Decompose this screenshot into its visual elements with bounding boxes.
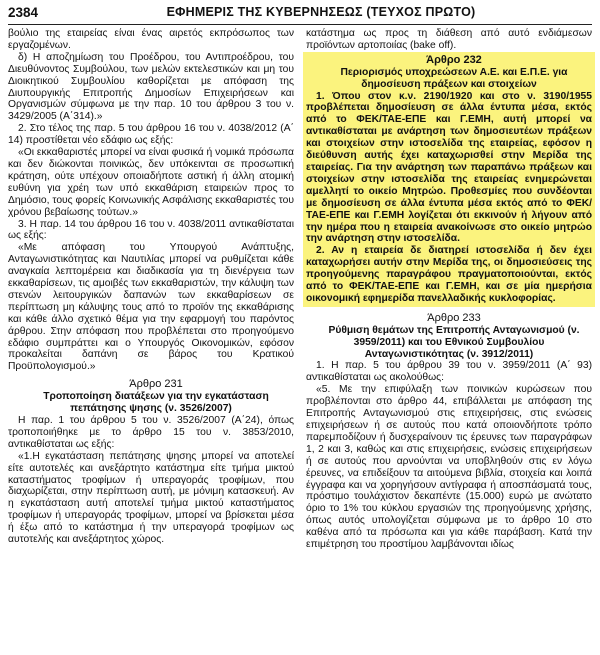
article-number: Άρθρο 233 bbox=[427, 311, 481, 324]
article-232-highlight bbox=[303, 52, 595, 307]
paragraph: «Με απόφαση του Υπουργού Ανάπτυξης, Ανταγωνιστικότητας και Ναυτιλίας μπορεί να ρυθμίζεται κάθε αναγκαία λεπτομέρεια και διαδικασία για τη διενέργεια των εκκαθαρίσεων, τις αμοιβές των εκκαθαριστών, την κάλυψη των στενών λειτουργικών δαπανών των εκκαθαρίσεων σε περίπτωση μη κάλυψης τους από το προϊόν της εκκαθάρισης και κάθε άλλο σχετικό θέμα για την εφαρμογή του παρόντος άρθρου. Στην απόφαση που προβλέπεται στο προηγούμενο εδάφιο συμπράττει και ο Υπουργός Οικονομικών, εφόσον προκαλείται δαπάνη σε βάρος του Κρατικού Προϋπολογισμού.» bbox=[8, 242, 294, 373]
paragraph: 1. Όπου στον κ.ν. 2190/1920 και στο ν. 3190/1955 προβλέπεται δημοσίευση σε άλλα έντυπα μέσα, εκτός από το ΦΕΚ/ΤΑΕ-ΕΠΕ και Γ.ΕΜΗ, αυτή μπορεί να αντικαθίσταται με ανάρτηση των δημοσιευτέων πράξεων και στοιχείων στην ιστοσελίδα της εταιρείας, εφόσον η διεύθυνση αυτής έχει καταχωρισθεί στην Μερίδα της εταιρείας. Για την ανάρτηση των παραπάνω πράξεων και στοιχείων στην ιστοσελίδα της εταιρείας ενημερώνεται αμελλητί το οικείο Μητρώο. Προθεσμίες που συνδέονται με δημοσίευση σε άλλα έντυπα μέσα εκτός από το ΦΕΚ/ΤΑΕ-ΕΠΕ και Γ.ΕΜΗ λογίζεται ότι εκκινούν ή λήγουν από την ημέρα που η εταιρεία ανακοίνωσε στο οικείο μητρώο την ανάρτηση στην ιστοσελίδα. bbox=[306, 90, 592, 245]
paragraph: Η παρ. 1 του άρθρου 5 του ν. 3526/2007 (Α΄24), όπως τροποποιήθηκε με το άρθρο 15 του ν. 3853/2010, αντικαθίσταται ως εξής: bbox=[8, 415, 294, 450]
article-title: Τροποποίηση διατάξεων για την εγκατάσταση πεπάτησης ψησης (ν. 3526/2007) bbox=[43, 391, 269, 415]
article-title: Περιορισμός υποχρεώσεων Α.Ε. και Ε.Π.Ε. για δημοσίευση πράξεων και στοιχείων bbox=[340, 66, 568, 90]
paragraph: «Οι εκκαθαριστές μπορεί να είναι φυσικά ή νομικά πρόσωπα και δεν διώκονται ποινικώς, δεν υπόκεινται σε προσωπική κράτηση, ούτε υπέχουν οποιαδήποτε αστική ή άλλη ατομική ευθύνη για χρέη των υπό εκκαθάριση εταιρειών προς το Δημόσιο, τους φορείς Κοινωνικής Ασφάλισης εκκαθαριστές του χρόνου βεβαίωσης τούτων.» bbox=[8, 147, 294, 218]
paragraph: «1.Η εγκατάσταση πεπάτησης ψησης μπορεί να αποτελεί είτε αυτοτελές και ανεξάρτητο κατάστημα είτε τμήμα μικτού καταστήματος τροφίμων ή υπεραγοράς τροφίμων, που διαχωρίζεται, στην περίπτωση αυτή, με μόνιμη κατασκευή. Αν η εγκατάσταση αυτή αποτελεί τμήμα μικτού καταστήματος τροφίμων ή υπεραγοράς τροφίμων, μπορεί να βρίσκεται μέσα ή έξω από το κατάστημα ή την υπεραγορά τροφίμων ως αυτοτελής και ανεξάρτητος χώρος. bbox=[8, 450, 294, 546]
article-number: Άρθρο 231 bbox=[129, 378, 183, 391]
article-233-heading bbox=[306, 313, 592, 361]
left-column bbox=[8, 28, 294, 546]
paragraph: «5. Με την επιφύλαξη των ποινικών κυρώσεων που προβλέπονται στο άρθρο 44, επιβάλλεται με απόφαση της Επιτροπής Ανταγωνισμού στις επιχειρήσεις, στις ενώσεις επιχειρήσεων ή σε αυτούς που κατά οποιονδήποτε τρόπο παρεμποδίζουν ή δυσχεραίνουν τις έρευνες των παραγράφων 1, 2 και 3, καθώς και στις επιχειρήσεις, ενώσεις επιχειρήσεων ή σε αυτούς που αρνούνται να υποβληθούν στις εν λόγω έρευνες, να επιδείξουν τα αιτούμενα βιβλία, στοιχεία και λοιπά έγγραφα και να χορηγήσουν αντίγραφα ή αποσπάσματά τους, πρόστιμο τουλάχιστον δεκαπέντε (15.000) ευρώ με ανώτατο όριο το 1% του κύκλου εργασιών της προηγούμενης χρήσης, όπως αυτός υπολογίζεται σύμφωνα με το άρθρο 10 στο καθένα από τα πρόσωπα και για κάθε παράβαση. Κατά την επιμέτρηση του προστίμου λαμβάνονται ιδίως bbox=[306, 384, 592, 551]
paragraph: 2. Στο τέλος της παρ. 5 του άρθρου 16 του ν. 4038/2012 (Α΄ 14) προστίθεται νέο εδάφιο ως εξής: bbox=[8, 123, 294, 147]
paragraph: βούλιο της εταιρείας είναι ένας αιρετός εκπρόσωπος των εργαζομένων. bbox=[8, 28, 294, 51]
article-title: Ρύθμιση θεμάτων της Επιτροπής Ανταγωνισμού (ν. 3959/2011) και του Εθνικού Συμβουλίου Ανταγωνιστικότητας (ν. 3912/2011) bbox=[328, 324, 580, 360]
paragraph: δ) Η αποζημίωση του Προέδρου, του Αντιπροέδρου, του Διευθύνοντος Συμβούλου, των μελών εκτελεστικών και μη του Διοικητικού Συμβουλίου καθορίζεται με απόφαση της Διυπουργικής Επιτροπής Δημοσίων Επιχειρήσεων και Οργανισμών σύμφωνα με την παρ. 10 του άρθρου 3 του ν. 3429/2005 (Α΄314).» bbox=[8, 51, 294, 123]
paragraph: 2. Αν η εταιρεία δε διατηρεί ιστοσελίδα ή δεν έχει καταχωρήσει αυτήν στην Μερίδα της, οι δημοσιεύσεις της προηγούμενης παραγράφου πραγματοποιούνται, εκτός από το ΦΕΚ/ΤΑΕ-ΕΠΕ και Γ.ΕΜΗ, και σε μία ημερήσια οικονομική εφημερίδα πανελλαδικής κυκλοφορίας. bbox=[306, 245, 592, 304]
page-number: 2384 bbox=[8, 4, 39, 20]
gazette-title: ΕΦΗΜΕΡΙΣ ΤΗΣ ΚΥΒΕΡΝΗΣΕΩΣ (ΤΕΥΧΟΣ ΠΡΩΤΟ) bbox=[166, 5, 476, 19]
paragraph: κατάστημα ως προς τη διάθεση από αυτό ενδιάμεσων προϊόντων αρτοποιίας (bake off). bbox=[306, 28, 592, 51]
paragraph: 1. Η παρ. 5 του άρθρου 39 του ν. 3959/2011 (Α΄ 93) αντικαθίσταται ως ακολούθως: bbox=[306, 360, 592, 384]
article-231-heading bbox=[8, 379, 294, 415]
right-column bbox=[306, 28, 592, 551]
page-header bbox=[8, 0, 592, 25]
article-number: Άρθρο 232 bbox=[426, 53, 482, 66]
paragraph: 3. Η παρ. 14 του άρθρου 16 του ν. 4038/2011 αντικαθίσταται ως εξής: bbox=[8, 218, 294, 242]
